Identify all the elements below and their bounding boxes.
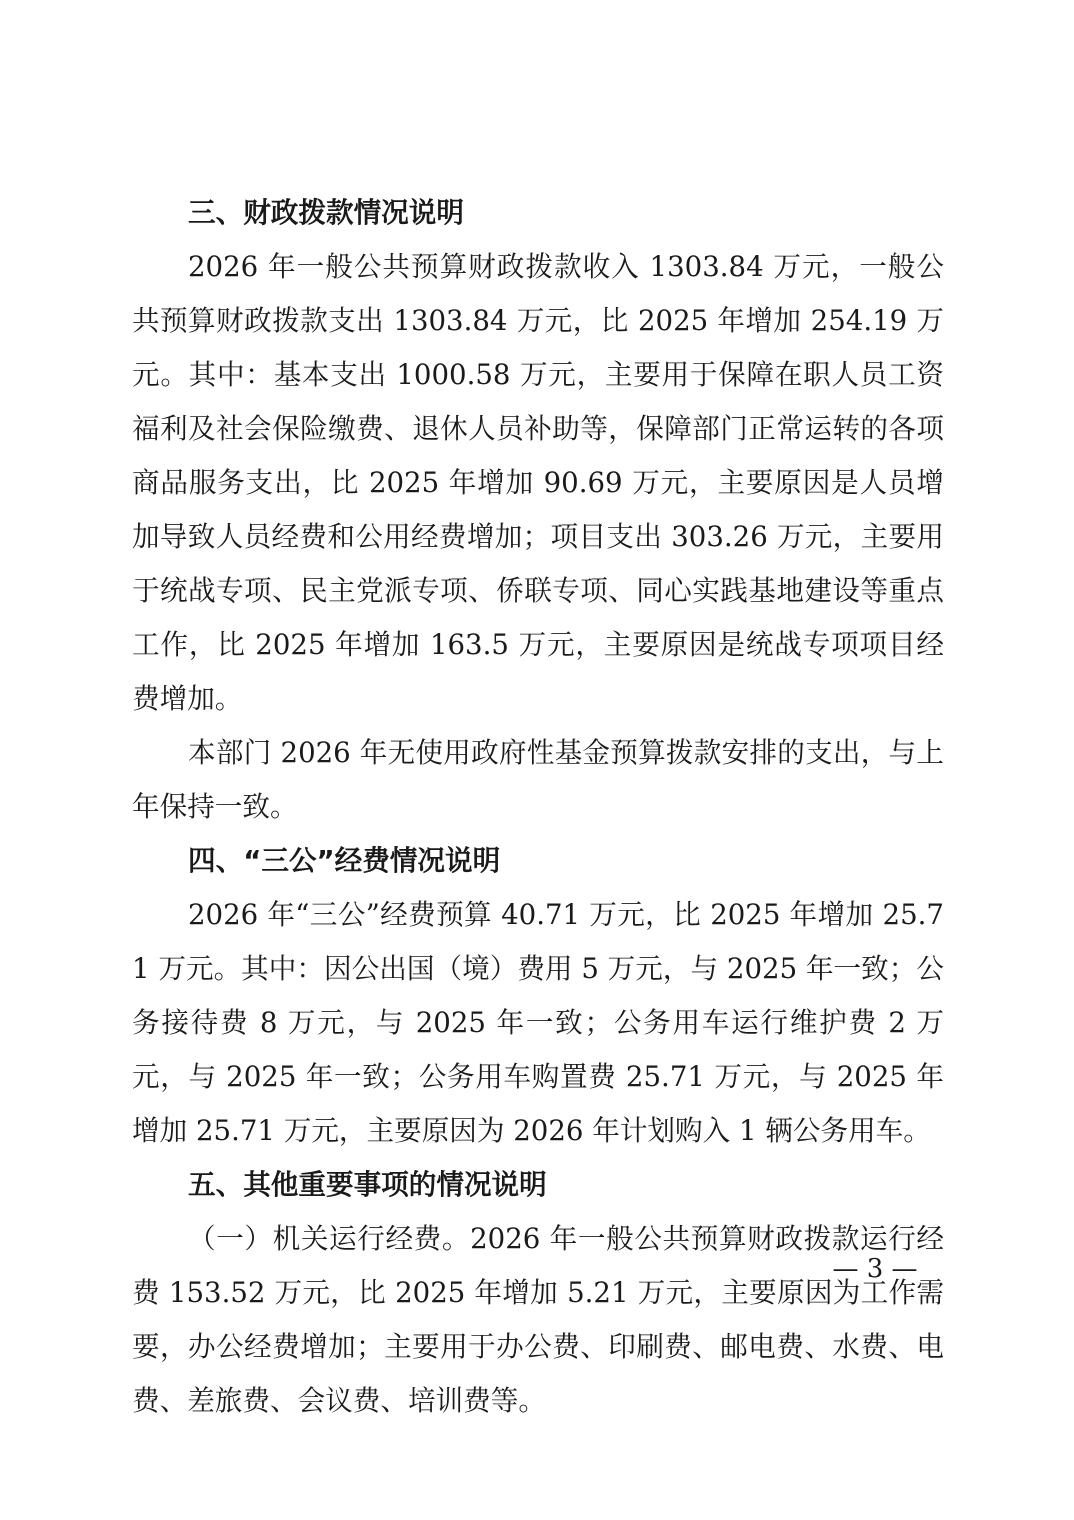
paragraph-operating-expenses: （一）机关运行经费。2026 年一般公共预算财政拨款运行经费 153.52 万元，比 2025 年增加 5.21 万元，主要原因为工作需要，办公经费增加；主要用于办公费、印刷费、邮电费、水费、电费、差旅费、会议费、培训费等。 — [132, 1222, 944, 1417]
section-heading-three-public-expenses: 四、“三公”经费情况说明 — [188, 844, 501, 877]
section-heading-other-matters: 五、其他重要事项的情况说明 — [188, 1168, 547, 1201]
paragraph-three-public-expenses: 2026 年“三公”经费预算 40.71 万元，比 2025 年增加 25.71 万元。其中：因公出国（境）费用 5 万元，与 2025 年一致；公务接待费 8 万元，与 2025 年一致；公务用车运行维护费 2 万元，与 2025 年一致；公务用车购置费 25.71 万元，与 2025 年增加 25.71 万元，主要原因为 2026 年计划购入 1 辆公务用车。 — [132, 898, 944, 1147]
paragraph-fiscal-appropriation: 2026 年一般公共预算财政拨款收入 1303.84 万元，一般公共预算财政拨款支出 1303.84 万元，比 2025 年增加 254.19 万元。其中：基本支出 1000.58 万元，主要用于保障在职人员工资福利及社会保险缴费、退休人员补助等，保障部门正常运转的各项商品服务支出，比 2025 年增加 90.69 万元，主要原因是人员增加导致人员经费和公用经费增加；项目支出 303.26 万元，主要用于统战专项、民主党派专项、侨联专项、同心实践基地建设等重点工作，比 2025 年增加 163.5 万元，主要原因是统战专项项目经费增加。 — [132, 250, 944, 715]
paragraph-government-fund: 本部门 2026 年无使用政府性基金预算拨款安排的支出，与上年保持一致。 — [132, 736, 944, 823]
page-number: — 3 — — [832, 1254, 918, 1284]
section-heading-fiscal-appropriation: 三、财政拨款情况说明 — [188, 196, 464, 229]
